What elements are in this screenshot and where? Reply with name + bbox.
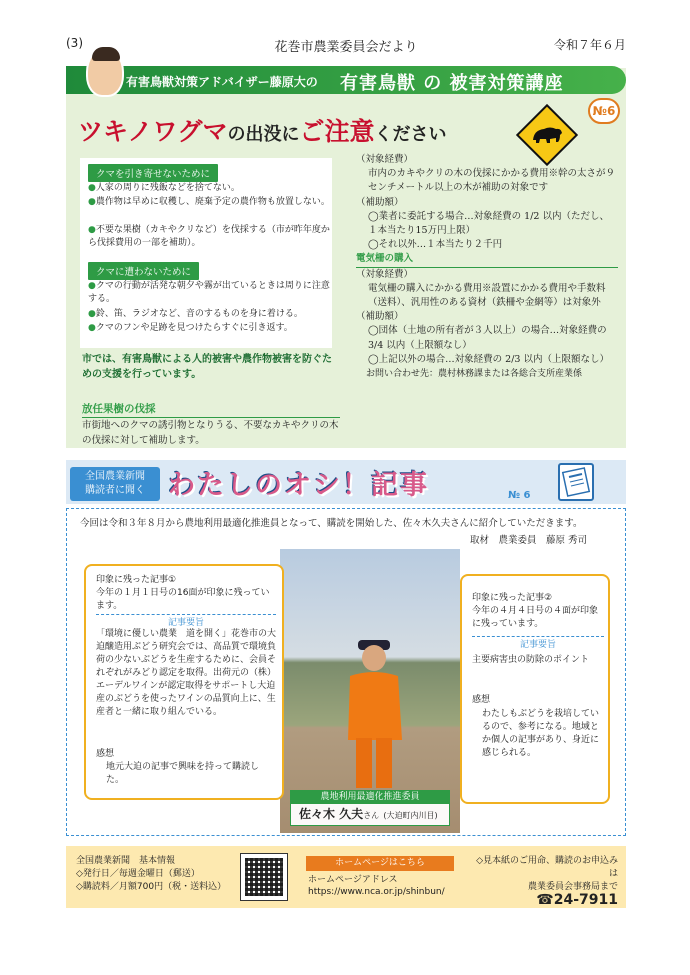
headline: [78, 112, 447, 148]
tag-attract: クマを引き寄せないために: [88, 164, 218, 182]
subscription-fee: ◇購読料／月額700円（税・送料込）: [76, 882, 227, 892]
contact-line-1: ◇見本紙のご用命、購読のお申込みは: [476, 856, 618, 879]
contact-info: お問い合わせ先：農村林務課または各総合支所産業係: [366, 369, 583, 380]
headline-bear: ツキノワグマ: [78, 117, 228, 146]
fence-cost-label: （対象経費）: [356, 268, 414, 280]
reader-label: 全国農業新聞 購読者に聞く: [70, 467, 160, 501]
issue-date: 令和７年６月: [553, 38, 626, 52]
headline-mid: の出没に: [227, 124, 300, 145]
basic-info-title: 全国農業新聞 基本情報: [76, 856, 176, 866]
caption-honorific: さん: [363, 811, 380, 820]
support-text: 市では、有害鳥獣による人的被害や農作物被害を防ぐための支援を行っています。: [82, 354, 332, 380]
article-1-impression: 地元大迫の記事で興味を持って購読した。: [106, 762, 260, 785]
fruit-tree-text: 市街地へのクマの誘引物となりうる、不要なカキやクリの木の伐採に対して補助します。: [82, 420, 339, 446]
person-figure: [340, 640, 410, 790]
bear-tips-box: [80, 158, 332, 348]
homepage-label: ホームページアドレス: [308, 875, 398, 885]
homepage-url[interactable]: https://www.nca.or.jp/shinbun/: [308, 887, 445, 897]
caption-role: 農地利用最適化推進委員: [291, 791, 449, 804]
article-2-summary: 主要病害虫の防除のポイント: [472, 655, 590, 665]
banner-subtitle: 有害鳥獣対策アドバイザー藤原大の: [126, 75, 318, 89]
electric-fence-heading: 電気柵の購入: [356, 252, 618, 267]
page-header: [66, 36, 626, 54]
article-1-impression-label: 感想: [96, 749, 115, 759]
page-number: (3): [66, 36, 83, 50]
contact-block: [468, 855, 618, 907]
publish-day: ◇発行日／毎週金曜日（郵送）: [76, 869, 200, 879]
article-1-heading: 印象に残った記事①: [96, 575, 177, 585]
article-2-bubble: [460, 574, 610, 804]
tip-4: ●クマの行動が活発な朝夕や霧が出ているときは周りに注意する。: [88, 281, 330, 304]
article-1-date: 今年の１月１日号の16面が印象に残っています。: [96, 588, 270, 611]
basic-info: [76, 855, 226, 894]
photo-caption: [290, 790, 450, 826]
fruit-tree-block: [82, 402, 340, 448]
contact-line-2: 農業委員会事務局まで: [527, 882, 618, 892]
headline-end: ください: [374, 124, 447, 145]
caption-name: 佐々木 久夫: [299, 807, 364, 821]
tip-3: ●不要な果樹（カキやクリなど）を伐採する（市が昨年度から伐採費用の一部を補助）。: [88, 225, 330, 248]
subsidy-label: （補助額）: [356, 196, 404, 208]
target-cost-label: （対象経費）: [356, 154, 414, 165]
tip-5: ●鈴、笛、ラジオなど、音のするものを身に着ける。: [88, 309, 303, 319]
oshi-number: № 6: [508, 490, 531, 501]
tip-2: ●農作物は早めに収穫し、廃棄予定の農作物も放置しない。: [88, 197, 330, 207]
qr-code-icon[interactable]: [240, 853, 288, 901]
advisor-avatar: [86, 47, 124, 97]
article-1-summary-label: 記事要旨: [96, 614, 276, 628]
fence-subsidy-group: ◯団体（土地の所有者が３人以上）の場合…対象経費の 3/4 以内（上限額なし）: [368, 325, 607, 351]
article-2-impression-label: 感想: [472, 695, 491, 705]
fence-subsidy-other: ◯上記以外の場合…対象経費の 2/3 以内（上限額なし）: [368, 353, 609, 365]
target-cost-text: 市内のカキやクリの木の伐採にかかる費用※幹の太さが９センチメートル以上の木が補助の対象です: [368, 168, 616, 194]
headline-caution: ご注意: [299, 117, 375, 146]
fruit-tree-heading: 放任果樹の伐採: [82, 402, 340, 418]
tag-avoid: クマに遭わないために: [88, 262, 199, 280]
article-2-impression: わたしもぶどうを栽培しているので、参考になる。地域とか個人の記事があり、身近に感じられる。: [482, 709, 600, 758]
tip-6: ●クマのフンや足跡を見つけたらすぐに引き返す。: [88, 323, 293, 333]
newsletter-title: 花巻市農業委員会だより: [274, 40, 418, 55]
caption-area: (大迫町内川目): [383, 811, 438, 820]
fence-cost-text: 電気柵の購入にかかる費用※設置にかかる費用や手数料（送料）、汎用性のある資材（鉄柵や金網等）は対象外: [368, 282, 606, 309]
article-2-heading: 印象に残った記事②: [472, 593, 553, 603]
caption-name-line: [291, 804, 449, 826]
banner-title: 有害鳥獣 の 被害対策講座: [340, 73, 564, 94]
subsidy-contractor: ◯業者に委託する場合…対象経費の 1/2 以内（ただし、１本当たり15万円上限）: [368, 210, 609, 237]
intro-text: 今回は令和３年８月から農地利用最適化推進員となって、購読を開始した、佐々木久夫さんに紹介していただきます。: [80, 518, 583, 529]
fence-subsidy-label: （補助額）: [356, 311, 404, 323]
tip-1: ●人家の周りに残飯などを捨てない。: [88, 183, 240, 193]
article-2-date: 今年の４月４日号の４面が印象に残っています。: [472, 606, 599, 629]
article-1-bubble: [84, 564, 284, 800]
phone-number[interactable]: ☎24-7911: [536, 892, 618, 908]
newspaper-icon: [558, 463, 594, 501]
lecture-number-badge: №6: [588, 98, 620, 124]
subsidy-details: [356, 153, 618, 381]
homepage-info: [308, 874, 445, 898]
subsidy-other: ◯それ以外…１本当たり２千円: [368, 239, 503, 251]
article-1-summary: 「環境に優しい農業 道を開く」花巻市の大迫醸造用ぶどう研究会では、高品質で環境負荷の少ないぶどうを生産するために、会員それぞれがみどり認定を取得。出荷元の（株）エーデルワインが認定取得をサポートし大迫産のぶどうを使ったワインの品質向上に、生産者と一緒に取り組んでいる。: [96, 629, 277, 717]
homepage-button[interactable]: ホームページはこちら: [306, 856, 454, 871]
oshi-title: わたしのオシ！記事: [168, 470, 429, 501]
article-2-summary-label: 記事要旨: [472, 636, 604, 650]
reporter-credit: 取材 農業委員 藤原 秀司: [470, 535, 588, 546]
